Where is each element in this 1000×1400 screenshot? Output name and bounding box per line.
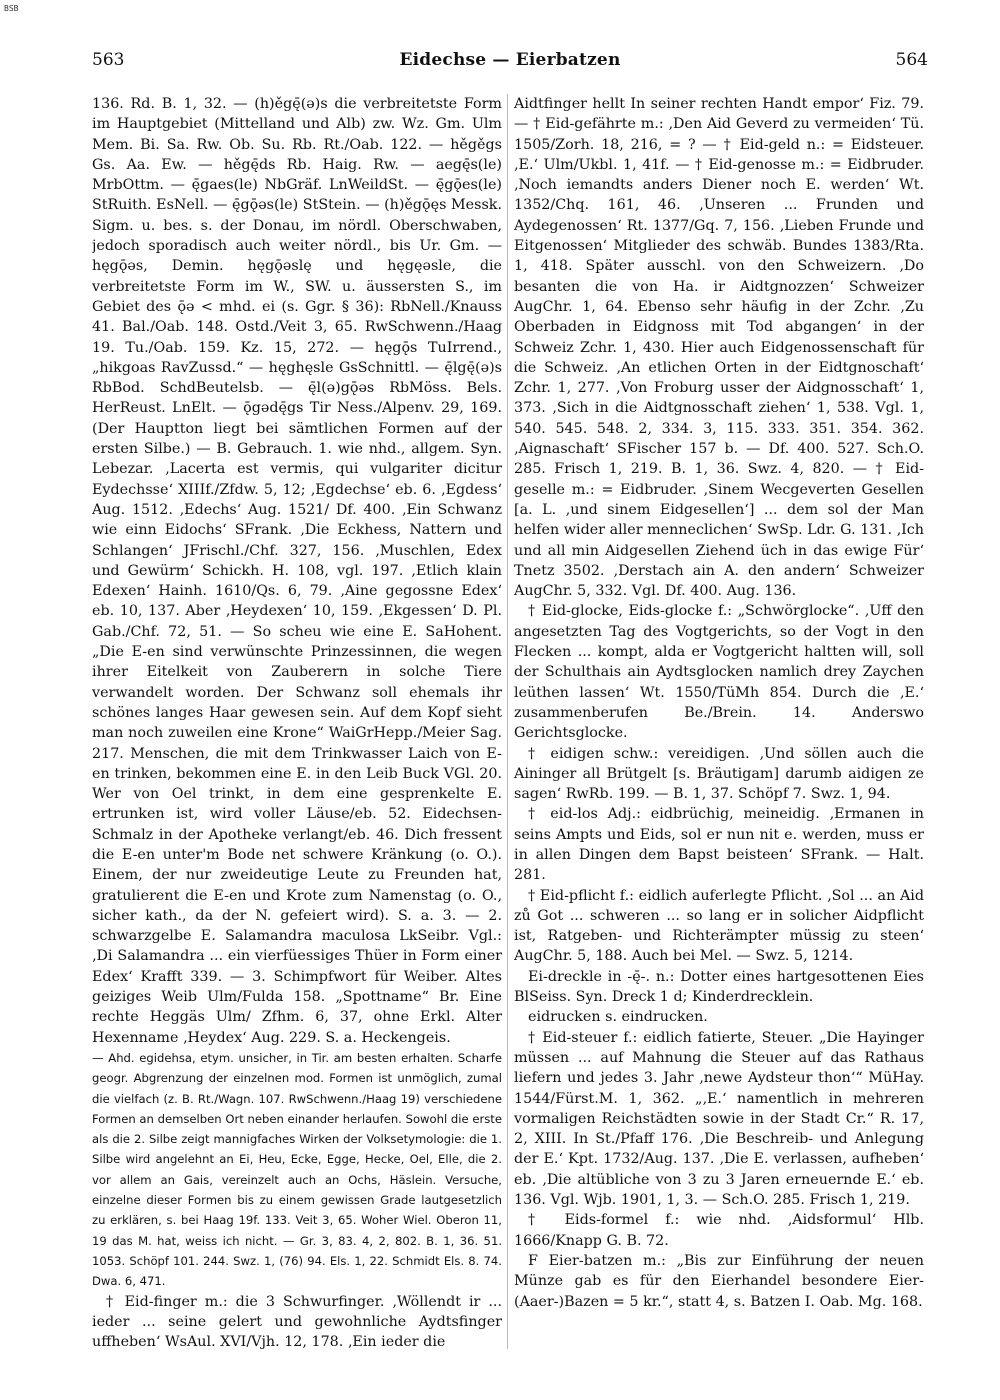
paragraph: † Eid-steuer f.: eidlich fatierte, Steuer. „Die Hayinger müssen ... auf Mahnung die Steuer auf das Rathaus liefern und jedes 3. Jahr ‚newe Aydsteur thon‘“ MüHay. 1544/Fürst.M. 1, 362. „‚E.‘ namentlich in mehreren vormaligen Reichstädten sowie in der Stadt Cr.“ R. 17, 2, XIII. In St./Pfaff 176. ‚Die Beschreib- und Anlegung der E.‘ Kpt. 1732/Aug. 137. ‚Die E. verlassen, aufheben‘ eb. ‚Die altübliche von 3 zu 3 Jaren erneuernde E.‘ eb. 136. Vgl. Wjb. 1901, 1, 3. — Sch.O. 285. Frisch 1, 219. — [514, 1029, 924, 1209]
paragraph: eidrucken s. eindrucken. — [528, 1009, 708, 1026]
left-column — [92, 94, 502, 1349]
paragraph: — Ahd. egidehsa, etym. unsicher, in Tir. am besten erhalten. Scharfe geogr. Abgrenzung der einzelnen mod. Formen ist unmöglich, zumal die vielfach (z. B. Rt./Wagn. 107. RwSchwenn./Haag 19) verschiedene Formen an demselben Ort neben einander herlaufen. Sowohl die erste als die 2. Silbe zeigt mannigfaches Wirken der Volksetymologie: die 1. Silbe wird angelehnt an Ei, Heu, Ecke, Egge, Hecke, Oel, Elle, die 2. vor allem an Gais, vereinzelt auch an Ochs, Häslein. Versuche, einzelne dieser Formen bis zu einem gewissen Grade lautgesetzlich zu erklären, s. bei Haag 19f. 133. Veit 3, 65. Woher Wiel. Oberon 11, 19 das M. hat, weiss ich nicht. — Gr. 3, 83. 4, 2, 802. B. 1, 36. 51. 1053. Schöpf 101. 244. Swz. 1, (76) 94. Els. 1, 22. Schmidt Els. 8. 74. Dwa. 6, 471. — [92, 1050, 502, 1289]
paragraph: F Eier-batzen m.: „Bis zur Einführung der neuen Münze gab es für den Eierhandel besondere Eier-(Aaer-)Bazen = 5 kr.“, statt 4, s. Batzen I. Oab. Mg. 168. — [514, 1252, 924, 1310]
paragraph: † Eid-glocke, Eids-glocke f.: „Schwörglocke“. ‚Uff den angesetzten Tag des Vogtgerichts, so der Vogt in den Flecken ... kompt, alda er Vogtgericht haltten will, soll der Schulthais ain Aydtsglocken namlich drey Zaychen leüthen lassen‘ Wt. 1550/TüMh 854. Durch die ‚E.‘ zusammenberufen Be./Brein. 14. Anderswo Gerichtsglocke. — [514, 603, 924, 742]
library-stamp: BSB — [4, 4, 19, 13]
column-divider — [507, 94, 508, 1349]
paragraph: 136. Rd. B. 1, 32. — (h)ěgę̄(ə)s die verbreitetste Form im Hauptgebiet (Mittelland und Alb) zw. Wz. Gm. Ulm Mem. Bi. Sa. Rw. Ob. Su. Rb. Rt./Oab. 122. — hěgěgs Gs. Aa. Ew. — hěgę̄ds Rb. Haig. Rw. — aegę̄s(le) MrbOttm. — ę̄gaes(le) NbGräf. LnWeildSt. — ę̄gǭes(le) StRuith. EsNell. — ę̄gǭəs(le) StStein. — (h)ěgǭęs Messk. Sigm. u. bes. s. der Donau, im nördl. Oberschwaben, jedoch sporadisch auch weiter nördl., bis Ur. Gm. — hęgǭəs, Demin. hęgǭəslę und hęgęəsle, die verbreitetste Form im W., SW. u. äussersten S., im Gebiet des ǭə < mhd. ei (s. Ggr. § 36): RbNell./Knauss 41. Bal./Oab. 148. Ostd./Veit 3, 65. RwSchwenn./Haag 19. Tu./Oab. 159. Kz. 15, 272. — hęgǭs TuIrrend., „hikgoas RavZussd.“ — hęghęsle GsSchnittl. — ę̄lgę̄(ə)s RbBod. SchdBeutelsb. — ę̄l(ə)gǭəs RbMöss. Bels. HerReust. LnElt. — ǭgədę̄gs Tir Ness./Alpenv. 29, 169. (Der Hauptton liegt bei sämtlichen Formen auf der ersten Silbe.) — B. Gebrauch. 1. wie nhd., allgem. Syn. Lebezar. ‚Lacerta est vermis, qui vulgariter dicitur Eydechsse‘ XIIIf./Zfdw. 5, 12; ‚Egdechse‘ eb. 6. ‚Egdess‘ Aug. 1512. ‚Edechs‘ Aug. 1521/ Df. 400. ‚Ein Schwanz wie einn Eidochs‘ SFrank. ‚Die Eckhess, Nattern und Schlangen‘ JFrischl./Chf. 327, 156. ‚Muschlen, Edex und Gewürm‘ Schickh. H. 108, vgl. 197. ‚Etlich klain Edexen‘ Hainh. 1610/Qs. 6, 79. ‚Aine gegossne Edex‘ eb. 10, 137. Aber ‚Heydexen‘ 10, 159. ‚Ekgessen‘ D. Pl. Gab./Chf. 72, 51. — So scheu wie eine E. SaHohent. „Die E-en sind verwünschte Prinzessinnen, die wegen ihrer Eitelkeit von Zauberern in solche Tiere verwandelt worden. Der Schwanz soll ehemals ihr schönes langes Haar gewesen sein. Auf dem Kopf sieht man noch zuweilen eine Krone“ WaiGrHepp./Meier Sag. 217. Menschen, die mit dem Trinkwasser Laich von E-en trinken, bekommen eine E. in den Leib Buck VGl. 20. Wer von Oel trinkt, in dem eine gesprenkelte E. ertrunken ist, wird voller Läuse/eb. 52. Eidechsen-Schmalz in der Apotheke verlangt/eb. 46. Dich fressent die E-en unter'm Bode net schwere Kränkung (o. O.). Einem, der nur zweideutige Leute zu Freunden hat, gratulierent die E-en und Krote zum Namenstag (o. O., sicher kath., da der N. gefeiert wird). S. a. 3. — 2. schwarzgelbe E. Salamandra maculosa LkSeibr. Vgl.: ‚Di Salamandra ... ein vierfüessiges Thüer in Form einer Edex‘ Krafft 339. — 3. Schimpfwort für Weiber. Altes geiziges Weib Ulm/Fulda 158. „Spottname“ Br. Eine rechte Heggäs Ulm/ Zfhm. 6, 37, ohne Erkl. Alter Hexenname ‚Heydex‘ Aug. 229. S. a. Heckengeis. — [92, 96, 502, 1046]
paragraph: † Eid-finger m.: die 3 Schwurfinger. ‚Wöllendt ir ... ieder ... seine gelert und gewohnliche Aydtsfinger uffheben‘ WsAul. XVI/Vjh. 12, 178. ‚Ein ieder die — [92, 1293, 502, 1349]
paragraph: † Eid-pflicht f.: eidlich auferlegte Pflicht. ‚Sol ... an Aid zů Got ... schweren ... so lang er in solicher Aidpflicht ist, Ratgeben- und Richterämpter müssig zu steen‘ AugChr. 5, 188. Auch bei Mel. — Swz. 5, 1214. — [514, 887, 924, 965]
paragraph: † eid-los Adj.: eidbrüchig, meineidig. ‚Ermanen in seins Ampts und Eids, sol er nun nit e. werden, muss er in allen Dingen dem Bapst beisteen‘ SFrank. — Halt. 281. — [514, 806, 924, 884]
right-column — [514, 94, 924, 1349]
paragraph: Aidtfinger hellt In seiner rechten Handt empor‘ Fiz. 79. — † Eid-gefährte m.: ‚Den Aid Geverd zu vermeiden‘ Tü. 1505/Zorh. 18, 216, = ? — † Eid-geld n.: = Eidsteuer. ‚E.‘ Ulm/Ukbl. 1, 41f. — † Eid-genosse m.: = Eidbruder. ‚Noch iemandts anders Diener noch E. werden‘ Wt. 1352/Chq. 161, 46. ‚Unseren ... Frunden und Aydegenossen‘ Rt. 1377/Gq. 7, 156. ‚Lieben Frunde und Eitgenossen‘ Mitglieder des schwäb. Bundes 1383/Rta. 1, 418. Später ausschl. von den Schweizern. ‚Do besanten die von Ha. ir Aidtgnozzen‘ Schweizer AugChr. 1, 64. Ebenso sehr häufig in der Zchr. ‚Zu Oberbaden in Eidgnoss mit Tod abgangen‘ in der Schweiz Zchr. 1, 430. Hier auch Eidgenossenschaft für die Schweiz. ‚An etlichen Orten in der Eidtgnoschaft‘ Zchr. 1, 277. ‚Von Froburg usser der Aidgnosschaft‘ 1, 373. ‚Sich in die Aidtgnosschaft ziehen‘ 1, 538. Vgl. 1, 540. 545. 548. 2, 334. 3, 115. 333. 351. 354. 362. ‚Aignaschaft‘ SFischer 157 b. — Df. 400. 527. Sch.O. 285. Frisch 1, 219. B. 1, 36. Swz. 4, 820. — † Eid-geselle m.: = Eidbruder. ‚Sinem Wecgeverten Gesellen [a. L. ‚und sinem Eidgesellen‘] ... dem sol der Man helfen wider aller menneclichen‘ SwSp. Ldr. G. 131. ‚Ich und all min Aidgesellen Ziehend üch in das ewige Für‘ Tnetz 3502. ‚Derstach ain A. den andern‘ Schweizer AugChr. 5, 332. Vgl. Df. 400. Aug. 136. — [514, 96, 924, 600]
page-number-left: 563 — [92, 50, 125, 70]
paragraph: Ei-dreckle in -ę̄-. n.: Dotter eines hartgesottenen Eies BlSeiss. Syn. Dreck 1 d; Kinderdrecklein. — [514, 968, 924, 1006]
paragraph: † eidigen schw.: vereidigen. ‚Und söllen auch die Aininger all Brütgelt [s. Bräutigam] darumb aidigen ze sagen‘ RwRb. 199. — B. 1, 37. Schöpf 7. Swz. 1, 94. — [514, 745, 924, 803]
running-header — [92, 50, 928, 78]
paragraph: † Eids-formel f.: wie nhd. ‚Aidsformul‘ Hlb. 1666/Knapp G. B. 72. — [514, 1212, 924, 1249]
running-title: Eidechse — Eierbatzen — [399, 50, 621, 70]
page-number-right: 564 — [895, 50, 928, 70]
